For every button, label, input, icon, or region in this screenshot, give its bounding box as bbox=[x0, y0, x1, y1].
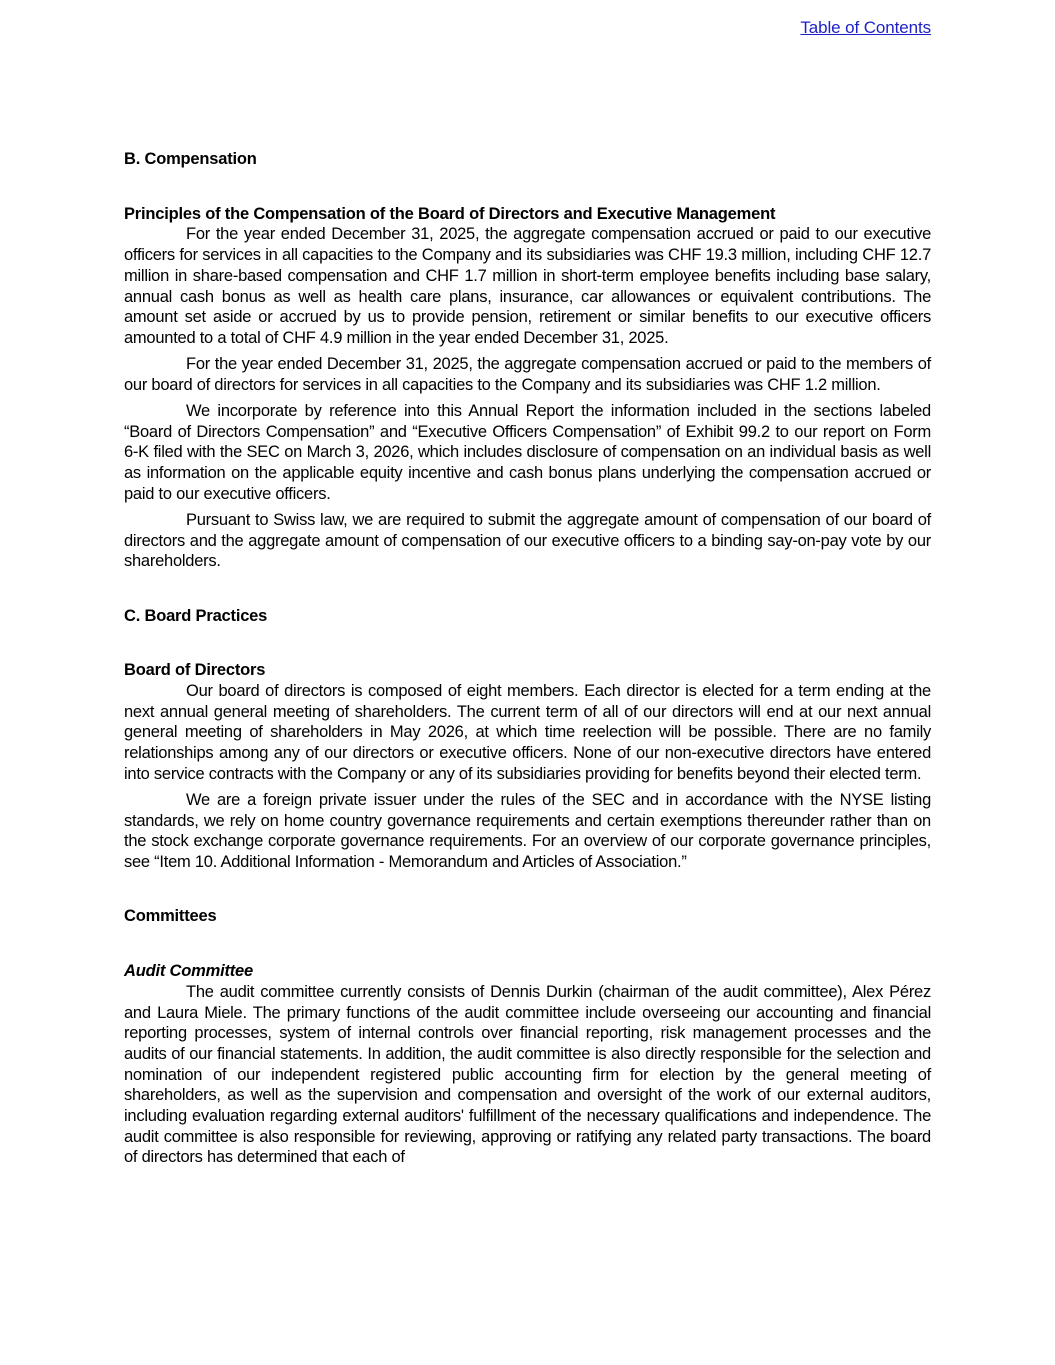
committees-section bbox=[124, 906, 931, 1168]
spacer bbox=[124, 927, 931, 961]
spacer bbox=[124, 626, 931, 660]
section-title-compensation: B. Compensation bbox=[124, 150, 257, 168]
principles-heading: Principles of the Compensation of the Board of Directors and Executive Management bbox=[124, 204, 776, 223]
paragraph-executive-compensation: For the year ended December 31, 2025, the aggregate compensation accrued or paid to our executive officers for services in all capacities to the Company and its subsidiaries was CHF 19.3 million, including CHF 12.7 million in share-based compensation and CHF 1.7 million in short-term employee benefits including base salary, annual cash bonus as well as health care plans, insurance, car allowances or equivalent contributions. The amount set aside or accrued by us to provide pension, retirement or similar benefits to our executive officers amounted to a total of CHF 4.9 million in the year ended December 31, 2025. bbox=[124, 225, 931, 347]
section-title-committees: Committees bbox=[124, 907, 217, 926]
audit-committee-heading: Audit Committee bbox=[124, 962, 254, 981]
paragraph-board-composition: Our board of directors is composed of eight members. Each director is elected for a term ending at the next annual general meeting of shareholders. The current term of all of our directors will end at our next annual general meeting of shareholders in May 2026, at which time reelection will be possible. There are no family relationships among any of our directors or executive officers. None of our non-executive directors have entered into service contracts with the Company or any of its subsidiaries providing for benefits beyond their elected term. bbox=[124, 682, 931, 783]
spacer bbox=[124, 170, 931, 204]
section-title-board-practices: C. Board Practices bbox=[124, 606, 268, 625]
paragraph-say-on-pay: Pursuant to Swiss law, we are required to submit the aggregate amount of compensation of our board of directors and the aggregate amount of compensation of our executive officers to a binding say-on-pay vote by our shareholders. bbox=[124, 511, 931, 571]
board-of-directors-heading: Board of Directors bbox=[124, 661, 266, 680]
table-of-contents-link[interactable]: Table of Contents bbox=[800, 18, 931, 37]
spacer bbox=[124, 578, 931, 606]
board-practices-section bbox=[124, 606, 931, 873]
paragraph-audit-committee: The audit committee currently consists of Dennis Durkin (chairman of the audit committee), Alex Pérez and Laura Miele. The primary functions of the audit committee include overseeing our accounting and financial reporting processes, system of internal controls over financial reporting, risk management processes and the audits of our financial statements. In addition, the audit committee is also directly responsible for the selection and nomination of our independent registered public accounting firm for election by the general meeting of shareholders, as well as the supervision and compensation and oversight of the work of our external auditors, including evaluation regarding external auditors' fulfillment of the necessary qualifications and independence. The audit committee is also responsible for reviewing, approving or ratifying any related party transactions. The board of directors has determined that each of bbox=[124, 982, 931, 1167]
paragraph-board-compensation: For the year ended December 31, 2025, the aggregate compensation accrued or paid to the members of our board of directors for services in all capacities to the Company and its subsidiaries was CHF 1.2 million. bbox=[124, 355, 931, 394]
document-page bbox=[124, 149, 931, 1174]
spacer bbox=[124, 878, 931, 906]
paragraph-foreign-private-issuer: We are a foreign private issuer under the rules of the SEC and in accordance with the NYSE listing standards, we rely on home country governance requirements and certain exemptions thereunder rather than on the stock exchange corporate governance requirements. For an overview of our corporate governance principles, see “Item 10. Additional Information - Memorandum and Articles of Association.” bbox=[124, 791, 931, 872]
paragraph-incorporation-by-reference: We incorporate by reference into this Annual Report the information included in the sections labeled “Board of Directors Compensation” and “Executive Officers Compensation” of Exhibit 99.2 to our report on Form 6-K filed with the SEC on March 3, 2026, which includes disclosure of compensation on an individual basis as well as information on the applicable equity incentive and cash bonus plans underlying the compensation accrued or paid to our executive officers. bbox=[124, 402, 931, 503]
compensation-section bbox=[124, 149, 931, 572]
